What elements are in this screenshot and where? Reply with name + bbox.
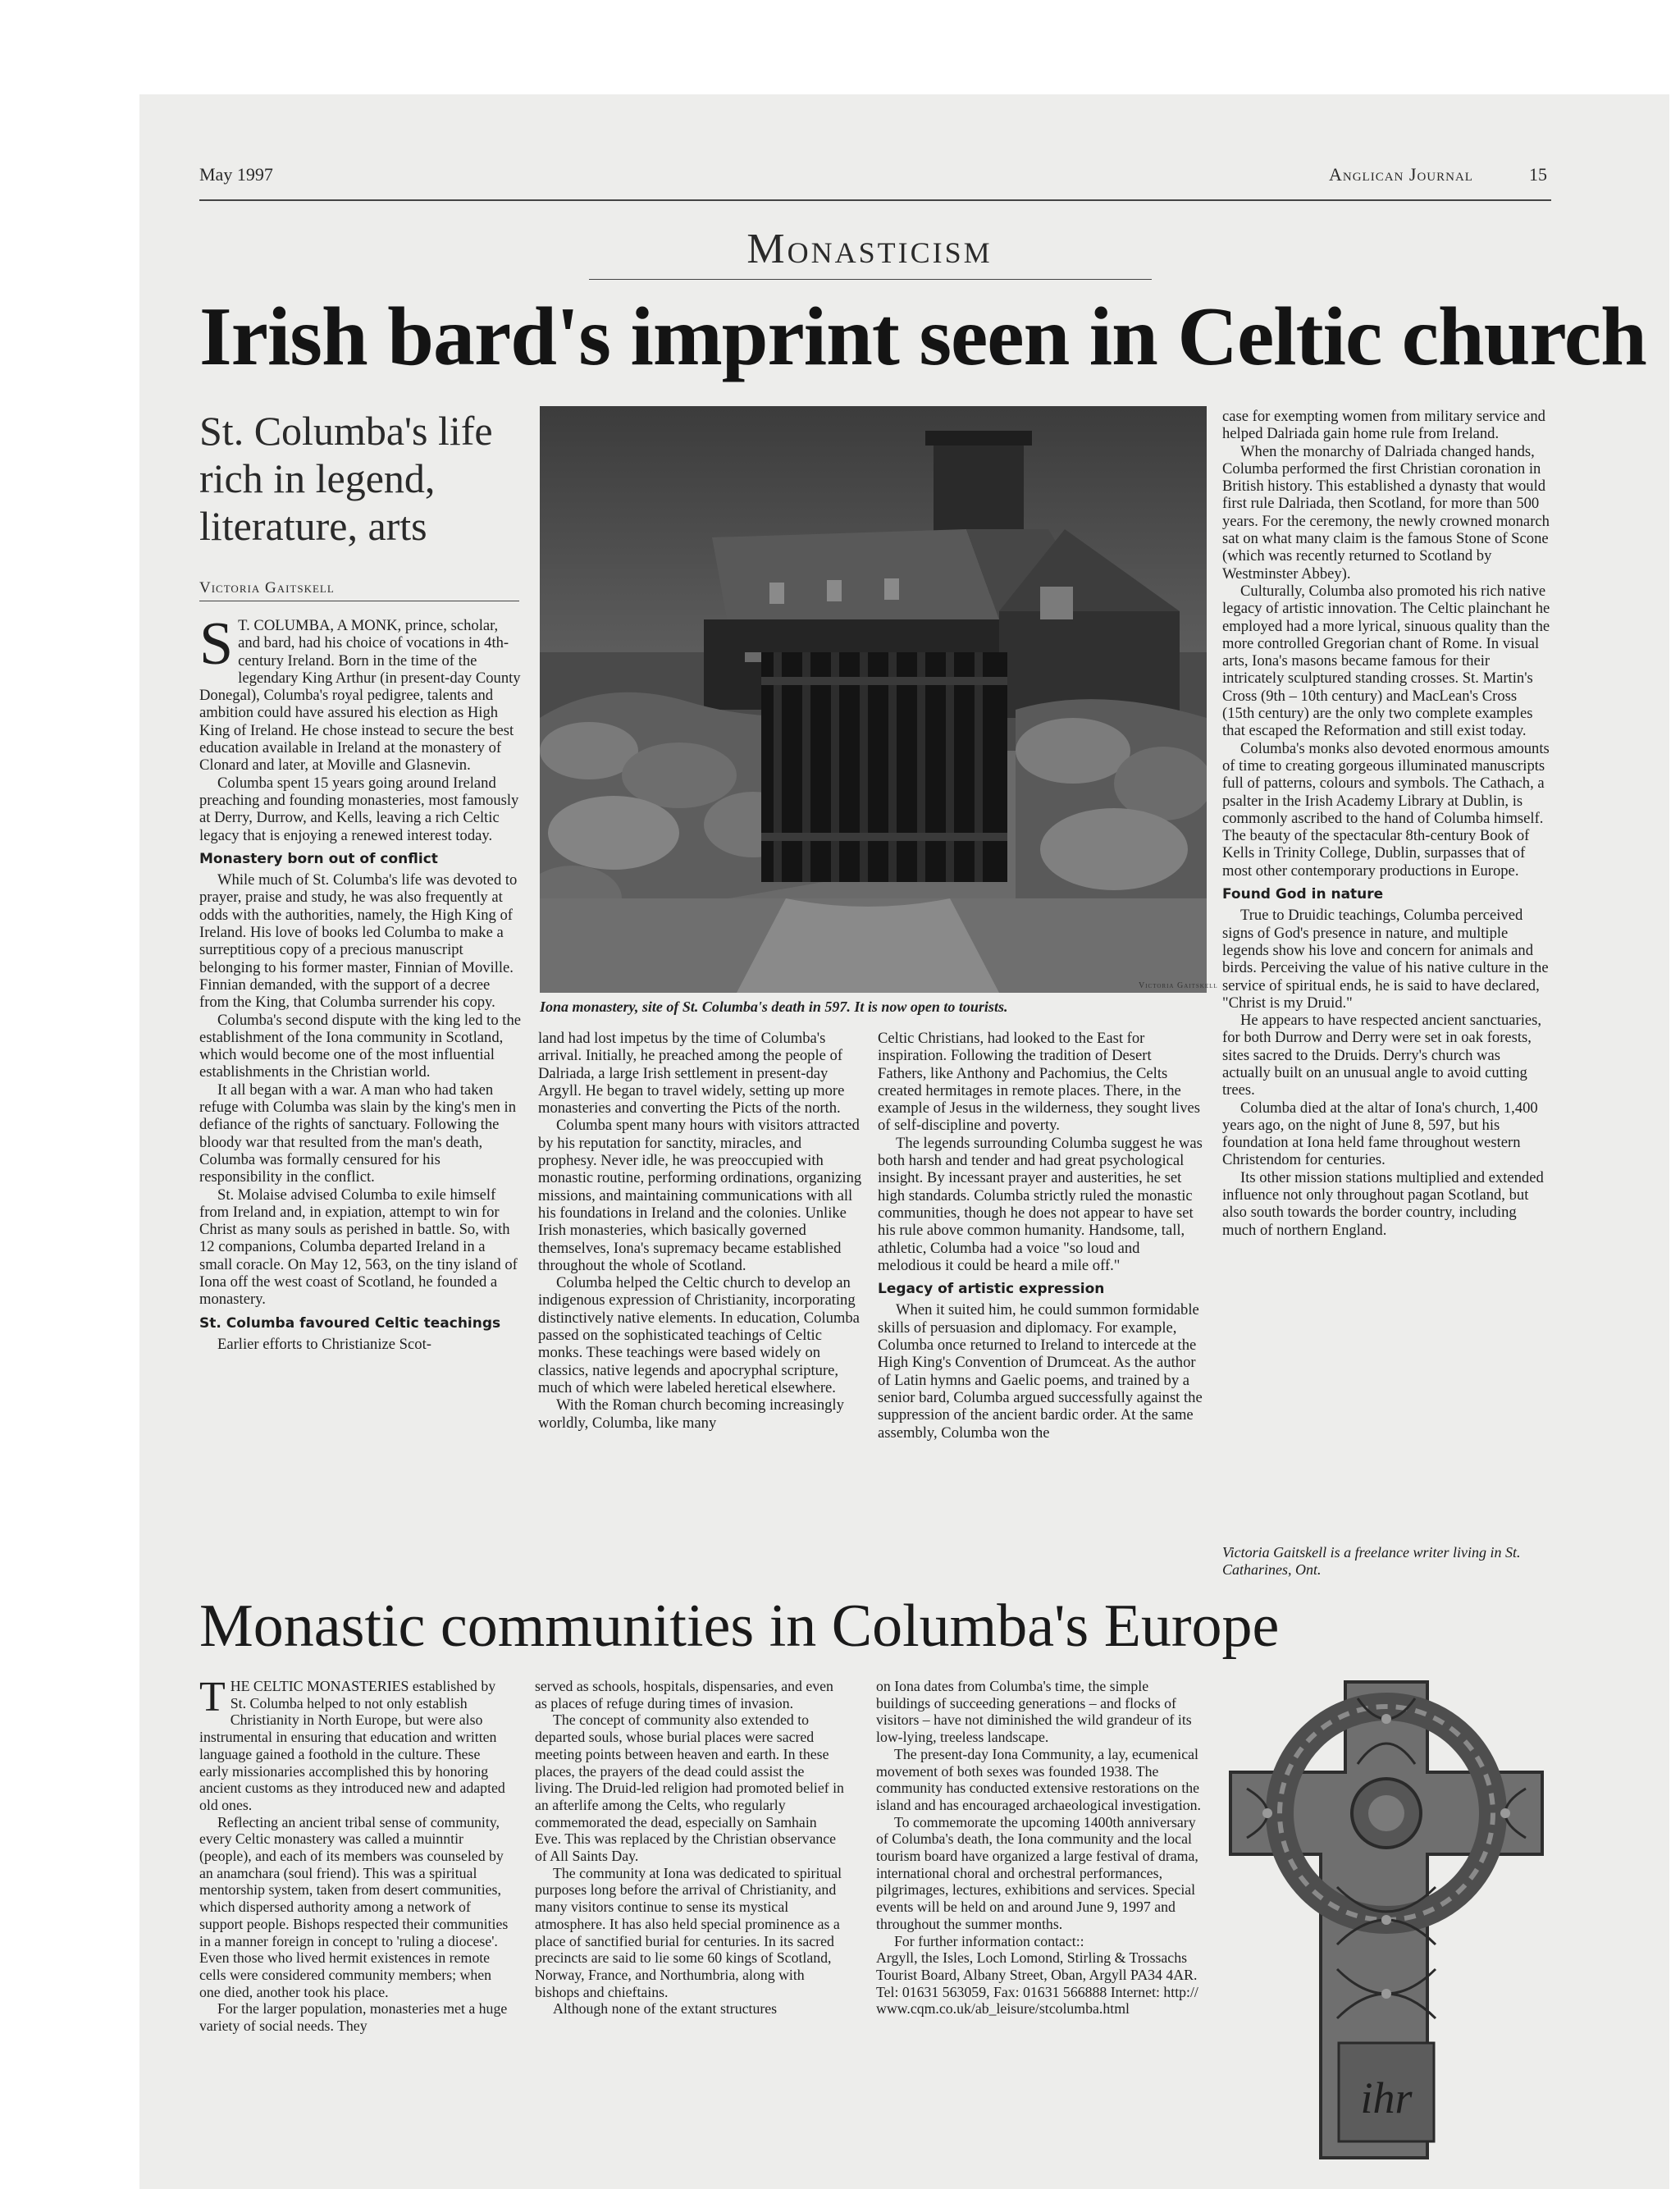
- article-column-2: [538, 1030, 863, 1432]
- paragraph: True to Druidic teachings, Columba perceived signs of God's presence in nature, and multiple legends show his love and concern for animals and birds. Perceiving the value of his native culture in the service of spiritual ends, he is said to have declared, "Christ is my Druid.": [1222, 907, 1549, 1012]
- paragraph: The community at Iona was dedicated to spiritual purposes long before the arrival of Christianity, and many visitors continue to sense its mystical atmosphere. It has also held special prominence as a place of sanctified burial for centuries. In its sacred precincts are said to lie some 60 kings of Scotland, Norway, France, and Northumbria, along with bishops and chieftains.: [535, 1864, 842, 2000]
- lead-text: established by St. Columba helped to not only establish Christianity in North Europe, but were also instrumental in ensuring that education and written language gained a foothold in the culture. These early missionaries accomplished this by honoring ancient customs as they introduced new and adapted old ones.: [199, 1678, 505, 1813]
- paragraph: Columba helped the Celtic church to develop an indigenous expression of Christianity, incorporating distinctively native elements. In education, Columba passed on the sophisticated teachings of Celtic monks. These teachings were based widely on classics, native legends and apocryphal scripture, much of which were labeled heretical elsewhere.: [538, 1274, 860, 1396]
- subhead: Legacy of artistic expression: [878, 1281, 1105, 1298]
- paragraph: For the larger population, monasteries met a huge variety of social needs. They: [199, 2000, 508, 2035]
- paragraph: Columba's monks also devoted enormous amounts of time to creating gorgeous illuminated manuscripts full of patterns, colours and symbols. The Cathach, a psalter in the Irish Academy Library at Dublin, is commonly ascribed to the hand of Columba himself. The beauty of the spectacular 8th-century Book of Kells in Trinity College, Dublin, surpasses that of most other contemporary productions in Europe.: [1222, 739, 1550, 880]
- paragraph: Although none of the extant structures: [553, 2000, 778, 2018]
- sidebar-column-2: [535, 1678, 845, 2018]
- paragraph: When it suited him, he could summon formidable skills of persuasion and diplomacy. For example, Columba once returned to Ireland to intercede at the High King's Convention of Drumceat. As the author of Latin hymns and Gaelic poems, and trained by a senior bard, Columba argued successfully against the suppression of the ancient bardic order. At the same assembly, Columba won the: [878, 1301, 1203, 1442]
- paragraph: Columba's second dispute with the king led to the establishment of the Iona community in Scotland, which would become one of the most influential establishments in the Christian world.: [199, 1011, 522, 1081]
- article-column-1: [199, 610, 522, 1353]
- publication-name: Anglican Journal: [1329, 164, 1473, 185]
- section-label: Monasticism: [746, 226, 993, 272]
- paragraph: on Iona dates from Columba's time, the simple buildings of succeeding generations – and flocks of visitors – have not diminished the wild grandeur of its low-lying, treeless landscape.: [876, 1678, 1192, 1746]
- paragraph: The legends surrounding Columba suggest he was both harsh and tender and had great psychological insight. By incessant prayer and austerities, he set high standards. Columba strictly ruled the monastic communities, though he does not appear to have set his rule above common humanity. Handsome, tall, athletic, Columba had a voice "so loud and melodious it could be heard a mile off.": [878, 1134, 1203, 1274]
- celtic-cross-image: [1222, 1674, 1550, 2166]
- paragraph: Its other mission stations multiplied and extended influence not only throughout pagan Scotland, but also south towards the border country, including much of northern England.: [1222, 1168, 1544, 1239]
- drop-cap: S: [199, 610, 234, 678]
- subhead: St. Columba favoured Celtic teachings: [199, 1314, 501, 1332]
- paragraph: land had lost impetus by the time of Columba's arrival. Initially, he preached among the people of Dalriada, a large Irish settlement in present-day Argyll. He began to travel widely, setting up more monasteries and converting the Picts of the north.: [538, 1030, 845, 1117]
- subhead: Found God in nature: [1222, 886, 1384, 903]
- lead-caps: T. COLUMBA, A MONK,: [238, 617, 402, 634]
- photo-caption: Iona monastery, site of St. Columba's death in 597. It is now open to tourists.: [540, 999, 1008, 1015]
- photo-image: [540, 406, 1207, 993]
- sidebar-headline: Monastic communities in Columba's Europe: [199, 1593, 1280, 1660]
- deck-line-1: St. Columba's life: [199, 408, 493, 454]
- deck: [199, 407, 527, 550]
- paragraph: case for exempting women from military service and helped Dalriada gain home rule from Ireland.: [1222, 408, 1545, 443]
- header-rule: [199, 199, 1551, 201]
- issue-date: May 1997: [199, 164, 273, 185]
- celtic-cross-icon: [1222, 1674, 1550, 2166]
- article-column-3: [878, 1030, 1203, 1442]
- paragraph: Reflecting an ancient tribal sense of community, every Celtic monastery was called a muinntir (people), and each of its members was counseled by an anamchara (soul friend). This was a spiritual mentorship system, taken from desert communities, which dispersed authority among a network of support people. Bishops respected their communities in a manner foreign in concept to 'ruling a diocese'. Even those who lived hermit existences in remote cells were considered community members; when one died, another took his place.: [199, 1813, 509, 2000]
- byline: Victoria Gaitskell: [199, 579, 335, 596]
- contact-url: www.cqm.co.uk/ab_leisure/stcolumba.html: [876, 2000, 1130, 2018]
- paragraph: The concept of community also extended to departed souls, whose burial places were sacred meeting points between heaven and earth. In these places, the prayers of the dead could assist the living. The Druid-led religion had promoted belief in an afterlife among the Celts, who regularly commemorated the dead, especially on Samhain Eve. This was replaced by the Christian observance of All Saints Day.: [535, 1711, 844, 1865]
- headline: Irish bard's imprint seen in Celtic church: [199, 290, 1646, 383]
- deck-line-3: literature, arts: [199, 503, 427, 549]
- drop-cap: T: [199, 1674, 226, 1721]
- paragraph: To commemorate the upcoming 1400th anniversary of Columba's death, the Iona community and the local tourism board have organized a large festival of drama, international choral and orchestral performances, pilgrimages, lectures, exhibitions and services. Special events will be held on and around June 9, 1997 and throughout the summer months.: [876, 1813, 1198, 1932]
- paragraph: Columba spent many hours with visitors attracted by his reputation for sanctity, miracles, and prophesy. Never idle, he was preoccupied with monastic routine, performing ordinations, organizing missions, and maintaining communications with all his foundations in Ireland and the colonies. Unlike Irish monasteries, which basically governed themselves, Iona's supremacy became established throughout the whole of Scotland.: [538, 1117, 862, 1274]
- paragraph: Celtic Christians, had looked to the East for inspiration. Following the tradition of Desert Fathers, like Anthony and Pachomius, the Celts created hermitages in remote places. There, in the example of Jesus in the wilderness, they sought lives of self-discipline and poverty.: [878, 1030, 1200, 1135]
- section-rule: [589, 279, 1152, 280]
- photo-credit: Victoria Gaitskell: [1139, 981, 1218, 990]
- lead-text: prince, scholar, and bard, had his choice of vocations in 4th-century Ireland. Born in the time of the legendary King Arthur (in present-day County Donegal), Columba's royal pedigree, talents and ambition could have assured his election as High King of Ireland. He chose instead to secure the best education available in Ireland at the monastery of Clonard and later, at Moville and Glasnevin.: [199, 617, 521, 775]
- lead-caps: HE CELTIC MONASTERIES: [230, 1678, 409, 1694]
- paragraph: While much of St. Columba's life was devoted to prayer, praise and study, he was also frequently at odds with the authorities, namely, the High King of Ireland. His love of books led Columba to make a surreptitious copy of a precious manuscript belonging to his former master, Finnian of Moville. Finnian demanded, with the support of a decree from the King, that Columba surrender his copy.: [199, 871, 518, 1012]
- paragraph: For further information contact::: [894, 1932, 1084, 1949]
- lead-paragraph: [199, 1674, 509, 1814]
- contact-address: Argyll, the Isles, Loch Lomond, Stirling & Trossachs Tourist Board, Albany Street, Oban, Argyll PA34 4AR. Tel: 01631 563059, Fax: 01631 566888 Internet: http://: [876, 1949, 1198, 2000]
- sidebar-column-3: [876, 1678, 1204, 2018]
- cross-inscription: ihr: [1360, 2073, 1413, 2123]
- paragraph: Columba spent 15 years going around Ireland preaching and founding monasteries, most famously at Derry, Durrow, and Kells, leaving a rich Celtic legacy that is enjoying a renewed interest today.: [199, 774, 519, 844]
- paragraph: Culturally, Columba also promoted his rich native legacy of artistic innovation. The Celtic plainchant he employed had a more lyrical, sinuous quality than the more controlled Gregorian chant of Rome. In visual arts, Iona's masons became famous for their intricately sculptured standing crosses. St. Martin's Cross (9th – 10th century) and MacLean's Cross (15th century) are the only two complete examples that escaped the Reformation and still exist today.: [1222, 582, 1550, 740]
- sidebar-column-1: [199, 1674, 509, 2035]
- subhead: Monastery born out of conflict: [199, 850, 438, 867]
- paragraph: It all began with a war. A man who had taken refuge with Columba was slain by the king's men in defiance of the rights of sanctuary. Following the bloody war that resulted from the man's death, Columba was formally censured for his responsibility in the conflict.: [199, 1081, 517, 1186]
- paragraph: served as schools, hospitals, dispensaries, and even as places of refuge during times of invasion.: [535, 1678, 833, 1711]
- lead-paragraph: [199, 610, 521, 775]
- iona-monastery-photo: [540, 406, 1207, 993]
- paragraph: Earlier efforts to Christianize Scot-: [217, 1335, 431, 1353]
- article-column-4: [1222, 408, 1550, 1239]
- paragraph: The present-day Iona Community, a lay, ecumenical movement of both sexes was founded 1938. The community has conducted extensive restorations on the island and has encouraged archaeological investigation.: [876, 1745, 1201, 1813]
- page-number: 15: [1529, 164, 1547, 185]
- author-bio: Victoria Gaitskell is a freelance writer living in St. Catharines, Ont.: [1222, 1544, 1521, 1578]
- deck-line-2: rich in legend,: [199, 455, 436, 501]
- paragraph: St. Molaise advised Columba to exile himself from Ireland and, in expiation, attempt to win for Christ as many souls as perished in battle. So, with 12 companions, Columba departed Ireland in a small coracle. On May 12, 563, on the tiny island of Iona off the west coast of Scotland, he founded a monastery.: [199, 1186, 518, 1309]
- paragraph: He appears to have respected ancient sanctuaries, for both Durrow and Derry were set in oak forests, sites sacred to the Druids. Derry's church was actually built on an unusual angle to avoid cutting trees.: [1222, 1012, 1542, 1099]
- paragraph: Columba died at the altar of Iona's church, 1,400 years ago, on the night of June 8, 597, but his foundation at Iona held fame throughout western Christendom for centuries.: [1222, 1099, 1538, 1169]
- paragraph: When the monarchy of Dalriada changed hands, Columba performed the first Christian coronation in British history. This established a dynasty that would first rule Dalriada, then Scotland, for more than 500 years. For the ceremony, the newly crowned monarch sat on what many claim is the famous Stone of Scone (which was recently returned to Scotland by Westminster Abbey).: [1222, 442, 1550, 583]
- paragraph: With the Roman church becoming increasingly worldly, Columba, like many: [538, 1396, 844, 1432]
